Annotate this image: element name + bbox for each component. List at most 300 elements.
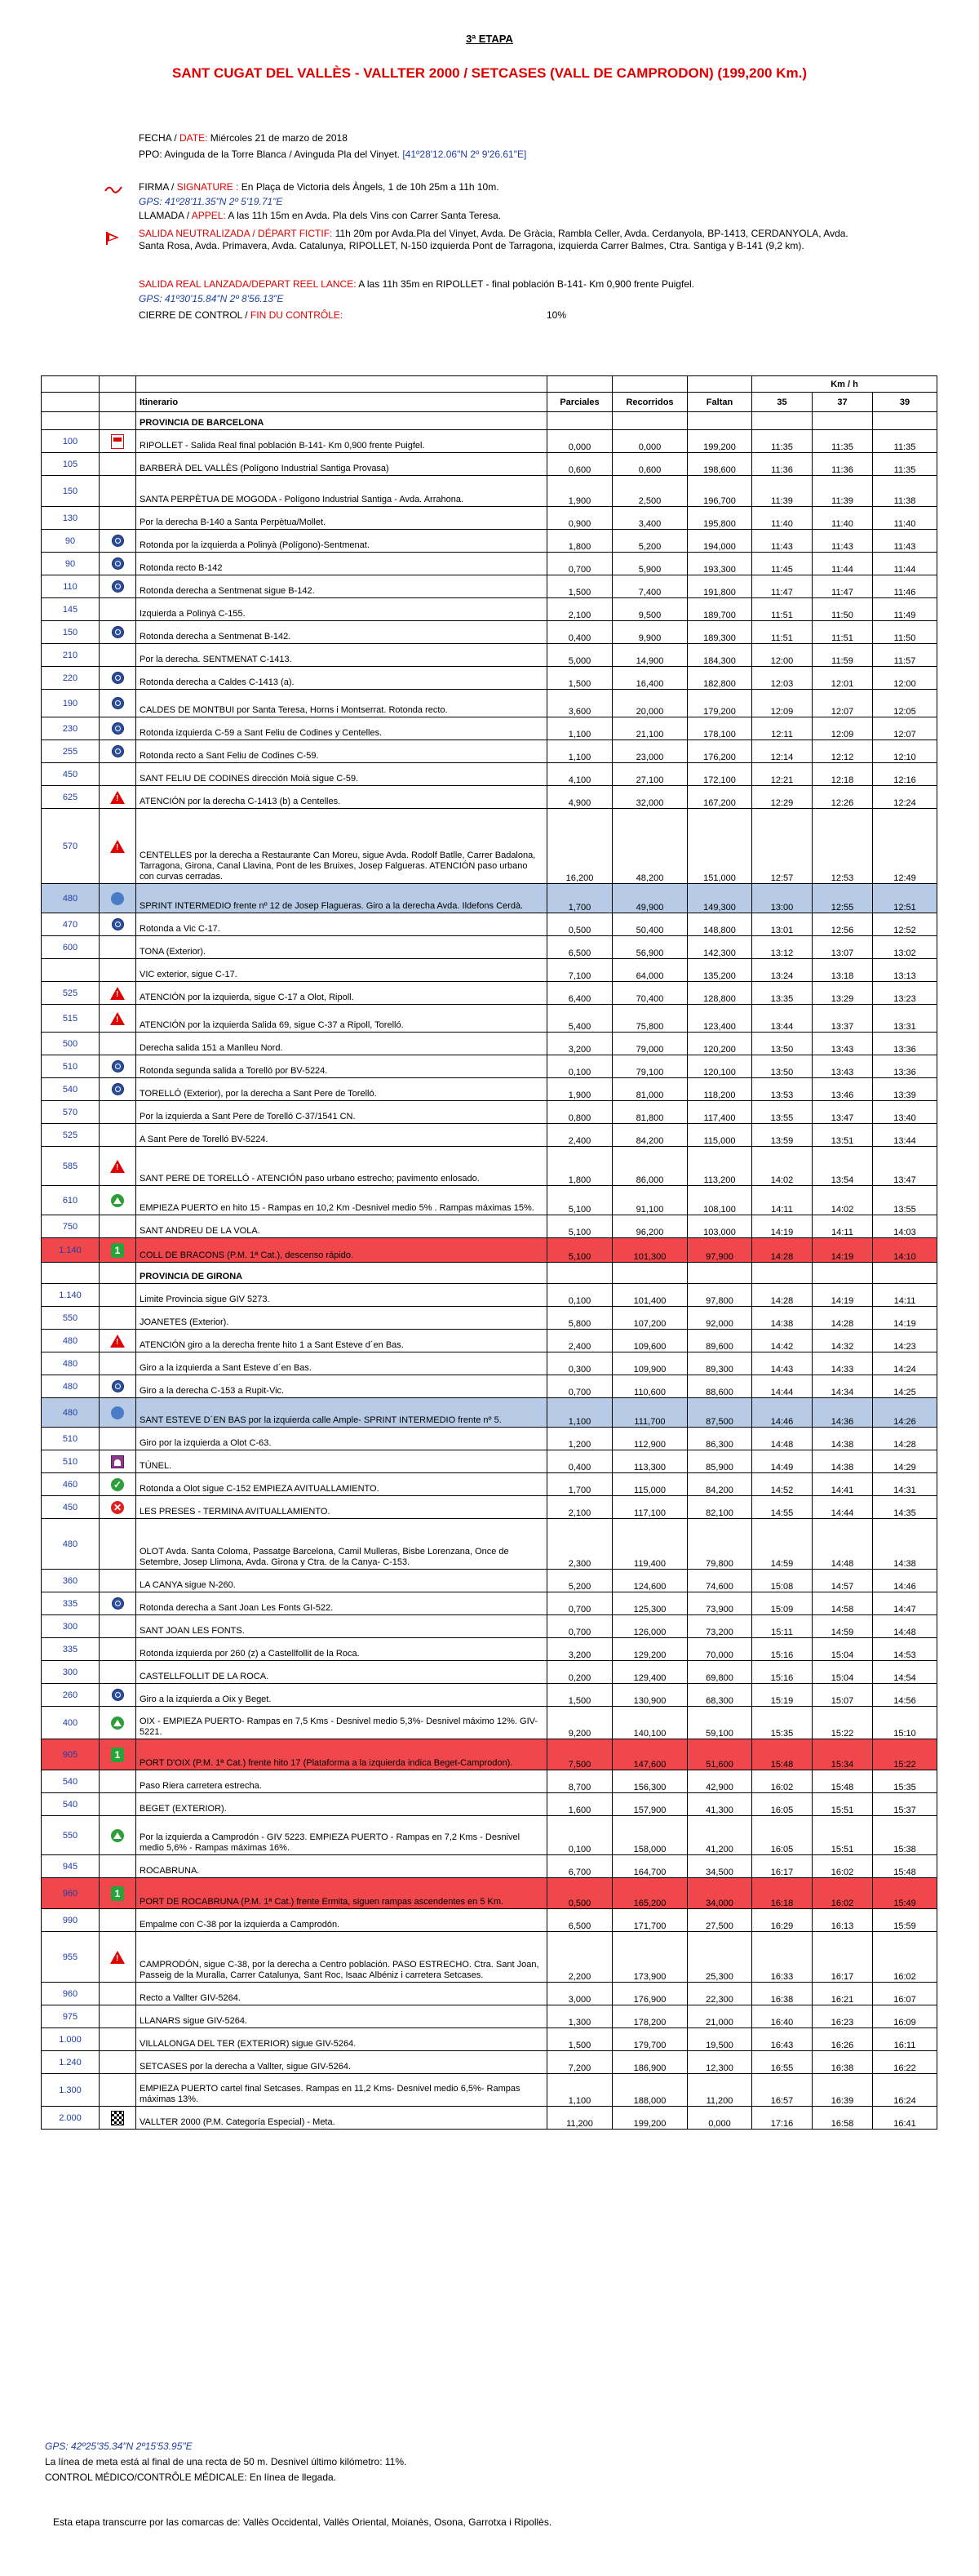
partial-cell: 2,400 [547,1330,613,1352]
roundabout-icon [112,580,124,593]
remaining-cell: 113,200 [688,1147,752,1186]
partial-cell: 7,100 [547,959,613,982]
date-label: FECHA / [139,132,180,144]
time-37-cell: 14:33 [813,1352,873,1375]
time-37-cell: 16:02 [813,1878,873,1909]
time-37-cell: 13:07 [813,936,873,959]
table-row [42,1186,937,1215]
covered-cell: 178,200 [613,2005,688,2028]
time-35-cell: 14:48 [752,1428,813,1450]
itinerary-cell: TONA (Exterior). [136,936,547,959]
remaining-cell: 11,200 [688,2074,752,2107]
partial-cell: 1,100 [547,1398,613,1428]
partial-cell: 2,200 [547,1932,613,1983]
covered-cell: 173,900 [613,1932,688,1983]
icon-cell [100,1615,136,1638]
partial-cell: 0,800 [547,1101,613,1124]
time-37-cell: 16:21 [813,1983,873,2005]
time-35-cell: 16:02 [752,1770,813,1793]
table-row [42,690,937,717]
altitude-cell: 905 [42,1739,100,1770]
itinerary-cell: Rotonda recto B-142 [136,553,547,575]
remaining-cell: 198,600 [688,453,752,476]
real-start-value: A las 11h 35m en RIPOLLET - final población B-141- Km 0,900 frente Puigfel. [356,278,695,290]
altitude-cell: 360 [42,1570,100,1592]
time-39-cell: 14:56 [873,1684,937,1707]
itinerary-cell: ATENCIÓN giro a la derecha frente hito 1 a Sant Esteve d´en Bas. [136,1330,547,1352]
covered-cell: 125,300 [613,1592,688,1615]
table-header-row-1 [42,376,937,393]
covered-cell: 130,900 [613,1684,688,1707]
feed-zone-end-icon: ✕ [111,1501,124,1514]
icon-cell [100,1739,136,1770]
covered-cell: 81,800 [613,1101,688,1124]
altitude-cell: 550 [42,1816,100,1855]
altitude-cell: 480 [42,1519,100,1570]
altitude-cell: 300 [42,1661,100,1684]
partial-cell: 0,200 [547,1661,613,1684]
control-close-value: 10% [547,309,567,321]
table-row [42,1707,937,1739]
icon-cell [100,1055,136,1078]
time-35-cell: 16:05 [752,1816,813,1855]
covered-cell: 0,000 [613,430,688,453]
covered-cell: 86,000 [613,1147,688,1186]
time-39-cell: 16:41 [873,2107,937,2130]
itinerary-cell: Rotonda izquierda por 260 (z) a Castellfollit de la Roca. [136,1638,547,1661]
covered-cell: 165,200 [613,1878,688,1909]
ppo-text: PPO: Avinguda de la Torre Blanca / Avinguda Pla del Vinyet. [139,149,400,160]
covered-cell: 129,200 [613,1638,688,1661]
remaining-cell: 21,000 [688,2005,752,2028]
table-row [42,809,937,884]
header-speed-35: 35 [752,393,813,412]
time-37-cell: 14:36 [813,1398,873,1428]
covered-cell: 20,000 [613,690,688,717]
firma-value: En Plaça de Victoria dels Àngels, 1 de 10h 25m a 11h 10m. [238,181,499,193]
time-37-cell: 16:26 [813,2028,873,2051]
table-row [42,1330,937,1352]
itinerary-cell: Rotonda derecha a Sant Joan Les Fonts GI-522. [136,1592,547,1615]
time-35-cell: 14:59 [752,1519,813,1570]
altitude-cell: 190 [42,690,100,717]
icon-cell [100,2051,136,2074]
neutral-start-label: SALIDA NEUTRALIZADA / DÉPART FICTIF: [139,228,333,239]
partial-cell: 1,500 [547,2028,613,2051]
itinerary-cell: BARBERÀ DEL VALLÈS (Polígono Industrial Santiga Provasa) [136,453,547,476]
itinerary-cell: Rotonda derecha a Sentmenat B-142. [136,621,547,644]
table-row [42,1238,937,1263]
climb-start-icon [111,1829,124,1842]
time-35-cell: 12:21 [752,763,813,786]
covered-cell: 115,000 [613,1473,688,1496]
itinerary-cell: Giro a la derecha C-153 a Rupit-Vic. [136,1375,547,1398]
covered-cell: 171,700 [613,1909,688,1932]
table-row [42,430,937,453]
altitude-cell: 110 [42,575,100,598]
time-35-cell: 16:33 [752,1932,813,1983]
table-row [42,1284,937,1307]
icon-cell [100,1215,136,1238]
table-row [42,1592,937,1615]
table-row [42,1932,937,1983]
time-35-cell: 16:29 [752,1909,813,1932]
roundabout-icon [112,697,124,709]
time-39-cell: 14:29 [873,1450,937,1473]
covered-cell: 84,200 [613,1124,688,1147]
altitude-cell: 335 [42,1638,100,1661]
time-37-cell: 16:23 [813,2005,873,2028]
regions-note: Esta etapa transcurre por las comarcas de: Vallès Occidental, Vallès Oriental, Moianès, Osona, Garrotxa i Ripollès. [53,2516,552,2528]
roundabout-icon [112,1380,124,1392]
altitude-cell: 335 [42,1592,100,1615]
itinerary-cell: RIPOLLET - Salida Real final población B-141- Km 0,900 frente Puigfel. [136,430,547,453]
header-remaining: Faltan [688,393,752,412]
date-line [139,132,348,144]
table-row [42,1473,937,1496]
time-39-cell: 13:47 [873,1147,937,1186]
table-row [42,453,937,476]
itinerary-cell: Limite Provincia sigue GIV 5273. [136,1284,547,1307]
covered-cell: 199,200 [613,2107,688,2130]
altitude-cell: 100 [42,430,100,453]
altitude-cell: 300 [42,1615,100,1638]
time-35-cell: 14:28 [752,1284,813,1307]
itinerary-cell: OIX - EMPIEZA PUERTO- Rampas en 7,5 Kms - Desnivel medio 5,3%- Desnivel máximo 12%. GIV-5221. [136,1707,547,1739]
time-37-cell: 11:44 [813,553,873,575]
icon-cell [100,453,136,476]
time-39-cell: 15:38 [873,1816,937,1855]
table-row [42,2028,937,2051]
time-37-cell: 11:47 [813,575,873,598]
altitude-cell: 130 [42,507,100,530]
time-35-cell: 12:00 [752,644,813,667]
partial-cell: 6,400 [547,982,613,1005]
remaining-cell: 68,300 [688,1684,752,1707]
signature-label: SIGNATURE : [176,181,239,193]
covered-cell: 101,400 [613,1284,688,1307]
time-37-cell: 14:48 [813,1519,873,1570]
icon-cell [100,913,136,936]
icon-cell [100,1005,136,1033]
signature-gps: GPS: 41º28'11.35"N 2º 5'19.71"E [139,196,283,207]
tunnel-icon [111,1455,124,1468]
icon-cell [100,1878,136,1909]
time-37-cell: 15:51 [813,1816,873,1855]
remaining-cell: 42,900 [688,1770,752,1793]
altitude-cell: 90 [42,530,100,553]
altitude-cell: 750 [42,1215,100,1238]
partial-cell: 1,500 [547,575,613,598]
icon-cell [100,476,136,507]
altitude-cell: 1.240 [42,2051,100,2074]
time-39-cell: 13:39 [873,1078,937,1101]
time-39-cell: 14:10 [873,1238,937,1263]
itinerary-cell: EMPIEZA PUERTO en hito 15 - Rampas en 10,2 Km -Desnivel medio 5% . Rampas máximas 15%. [136,1186,547,1215]
partial-cell: 5,800 [547,1307,613,1330]
itinerary-cell: VILLALONGA DEL TER (EXTERIOR) sigue GIV-5264. [136,2028,547,2051]
roundabout-icon [112,1689,124,1701]
time-35-cell: 13:24 [752,959,813,982]
altitude-cell: 510 [42,1055,100,1078]
time-39-cell: 14:46 [873,1570,937,1592]
time-35-cell: 14:38 [752,1307,813,1330]
altitude-cell: 570 [42,1101,100,1124]
itinerary-cell: BEGET (EXTERIOR). [136,1793,547,1816]
time-37-cell: 16:02 [813,1855,873,1878]
itinerary-cell: VALLTER 2000 (P.M. Categoría Especial) - Meta. [136,2107,547,2130]
table-header-row-2 [42,393,937,412]
time-35-cell: 13:59 [752,1124,813,1147]
altitude-cell [42,1263,100,1284]
covered-cell: 0,600 [613,453,688,476]
covered-cell [613,1263,688,1284]
remaining-cell: 172,100 [688,763,752,786]
time-35-cell: 12:09 [752,690,813,717]
partial-cell: 1,500 [547,667,613,690]
itinerary-cell: Rotonda a Vic C-17. [136,913,547,936]
remaining-cell: 89,600 [688,1330,752,1352]
table-row [42,1398,937,1428]
finish-flag-icon [111,2111,124,2125]
time-35-cell: 15:48 [752,1739,813,1770]
altitude-cell: 480 [42,1375,100,1398]
time-39-cell: 13:36 [873,1033,937,1055]
time-35-cell: 14:44 [752,1375,813,1398]
itinerary-cell: LLANARS sigue GIV-5264. [136,2005,547,2028]
roundabout-icon [112,1083,124,1095]
covered-cell: 5,900 [613,553,688,575]
table-row [42,1909,937,1932]
time-35-cell: 11:35 [752,430,813,453]
remaining-cell: 115,000 [688,1124,752,1147]
time-35-cell: 14:46 [752,1398,813,1428]
altitude-cell: 90 [42,553,100,575]
time-39-cell: 15:22 [873,1739,937,1770]
partial-cell: 1,600 [547,1793,613,1816]
time-35-cell: 11:43 [752,530,813,553]
covered-cell: 158,000 [613,1816,688,1855]
remaining-cell: 12,300 [688,2051,752,2074]
time-39-cell: 16:22 [873,2051,937,2074]
altitude-cell: 610 [42,1186,100,1215]
altitude-cell: 1.140 [42,1238,100,1263]
covered-cell: 107,200 [613,1307,688,1330]
time-37-cell: 12:01 [813,667,873,690]
partial-cell: 0,100 [547,1055,613,1078]
altitude-cell: 960 [42,1878,100,1909]
header-partial: Parciales [547,393,613,412]
time-39-cell: 11:46 [873,575,937,598]
warning-icon [110,1335,125,1348]
table-row [42,1101,937,1124]
time-37-cell: 15:04 [813,1638,873,1661]
icon-cell [100,667,136,690]
time-37-cell: 12:18 [813,763,873,786]
icon-cell [100,1592,136,1615]
icon-cell [100,809,136,884]
mountain-pass-icon: 1 [111,1748,124,1762]
warning-icon [110,1012,125,1025]
time-35-cell: 15:16 [752,1661,813,1684]
itinerary-cell: SANT ESTEVE D´EN BAS por la izquierda calle Ample- SPRINT INTERMEDIO frente nº 5. [136,1398,547,1428]
time-37-cell: 14:59 [813,1615,873,1638]
altitude-cell: 460 [42,1473,100,1496]
time-37-cell: 14:02 [813,1186,873,1215]
partial-cell: 0,900 [547,507,613,530]
remaining-cell: 41,200 [688,1816,752,1855]
remaining-cell [688,412,752,430]
time-35-cell: 14:02 [752,1147,813,1186]
covered-cell: 101,300 [613,1238,688,1263]
remaining-cell: 86,300 [688,1428,752,1450]
remaining-cell: 167,200 [688,786,752,809]
time-37-cell: 14:19 [813,1238,873,1263]
time-37-cell: 12:56 [813,913,873,936]
time-39-cell: 11:49 [873,598,937,621]
covered-cell: 96,200 [613,1215,688,1238]
partial-cell: 6,700 [547,1855,613,1878]
icon-cell [100,884,136,913]
time-37-cell: 14:34 [813,1375,873,1398]
altitude-cell: 540 [42,1770,100,1793]
time-39-cell: 16:02 [873,1932,937,1983]
icon-cell [100,1473,136,1496]
remaining-cell: 70,000 [688,1638,752,1661]
feed-zone-start-icon: ✓ [111,1478,124,1491]
real-start-line [139,278,873,291]
roundabout-icon [112,672,124,684]
finish-gps: GPS: 42º25'35.34"N 2º15'53.95"E [45,2441,193,2452]
covered-cell: 75,800 [613,1005,688,1033]
remaining-cell: 0,000 [688,2107,752,2130]
roundabout-icon [112,722,124,735]
icon-cell [100,1909,136,1932]
partial-cell: 8,700 [547,1770,613,1793]
time-37-cell: 13:18 [813,959,873,982]
time-35-cell: 15:08 [752,1570,813,1592]
time-37-cell: 11:43 [813,530,873,553]
icon-cell [100,1186,136,1215]
time-39-cell: 12:10 [873,740,937,763]
altitude-cell: 145 [42,598,100,621]
partial-cell: 0,500 [547,913,613,936]
icon-cell [100,1398,136,1428]
icon-cell [100,1519,136,1570]
covered-cell: 119,400 [613,1519,688,1570]
time-37-cell: 13:47 [813,1101,873,1124]
time-37-cell: 13:43 [813,1033,873,1055]
time-39-cell: 14:11 [873,1284,937,1307]
table-row [42,598,937,621]
itinerary-cell: Giro a la izquierda a Oix y Beget. [136,1684,547,1707]
time-39-cell: 15:37 [873,1793,937,1816]
covered-cell: 109,900 [613,1352,688,1375]
time-35-cell: 13:44 [752,1005,813,1033]
time-37-cell: 14:11 [813,1215,873,1238]
covered-cell: 49,900 [613,884,688,913]
remaining-cell: 196,700 [688,476,752,507]
partial-cell: 2,400 [547,1124,613,1147]
covered-cell: 126,000 [613,1615,688,1638]
warning-icon [110,840,125,853]
time-35-cell: 14:42 [752,1330,813,1352]
time-35-cell: 14:52 [752,1473,813,1496]
signature-icon [104,183,122,194]
icon-cell [100,2005,136,2028]
table-row [42,717,937,740]
remaining-cell: 149,300 [688,884,752,913]
time-35-cell: 11:36 [752,453,813,476]
time-37-cell: 12:07 [813,690,873,717]
remaining-cell: 199,200 [688,430,752,453]
itinerary-cell: LA CANYA sigue N-260. [136,1570,547,1592]
itinerary-cell: SANT PERE DE TORELLÓ - ATENCIÓN paso urbano estrecho; pavimento enlosado. [136,1147,547,1186]
remaining-cell: 19,500 [688,2028,752,2051]
covered-cell: 81,000 [613,1078,688,1101]
remaining-cell: 120,100 [688,1055,752,1078]
remaining-cell [688,1263,752,1284]
partial-cell: 4,100 [547,763,613,786]
partial-cell: 0,700 [547,553,613,575]
medical-control: CONTROL MÉDICO/CONTRÔLE MÉDICALE: En línea de llegada. [45,2472,336,2483]
altitude-cell [42,412,100,430]
covered-cell: 117,100 [613,1496,688,1519]
time-35-cell: 14:28 [752,1238,813,1263]
time-37-cell: 11:39 [813,476,873,507]
time-35-cell: 15:09 [752,1592,813,1615]
time-35-cell [752,412,813,430]
date-label-fr: DATE: [179,132,208,144]
roundabout-icon [112,626,124,638]
icon-cell [100,1330,136,1352]
remaining-cell: 194,000 [688,530,752,553]
time-37-cell: 14:19 [813,1284,873,1307]
altitude-cell: 550 [42,1307,100,1330]
roundabout-icon [112,1597,124,1610]
call-line [139,210,501,222]
altitude-cell: 945 [42,1855,100,1878]
itinerary-cell: EMPIEZA PUERTO cartel final Setcases. Rampas en 11,2 Kms- Desnivel medio 6,5%- Rampas máximas 13%. [136,2074,547,2107]
itinerary-cell: Giro por la izquierda a Olot C-63. [136,1428,547,1450]
altitude-cell: 570 [42,809,100,884]
time-37-cell: 11:36 [813,453,873,476]
table-row [42,1739,937,1770]
remaining-cell: 97,900 [688,1238,752,1263]
itinerary-cell: SETCASES por la derecha a Vallter, sigue GIV-5264. [136,2051,547,2074]
covered-cell: 91,100 [613,1186,688,1215]
remaining-cell: 51,600 [688,1739,752,1770]
time-35-cell [752,1263,813,1284]
time-37-cell: 14:38 [813,1450,873,1473]
altitude-cell: 2.000 [42,2107,100,2130]
time-39-cell: 11:44 [873,553,937,575]
partial-cell: 1,900 [547,1078,613,1101]
remaining-cell: 179,200 [688,690,752,717]
covered-cell: 79,100 [613,1055,688,1078]
remaining-cell: 118,200 [688,1078,752,1101]
control-close-line [139,309,596,322]
remaining-cell: 176,200 [688,740,752,763]
itinerary-cell: PROVINCIA DE BARCELONA [136,412,547,430]
time-37-cell: 13:46 [813,1078,873,1101]
altitude-cell: 470 [42,913,100,936]
partial-cell: 0,700 [547,1615,613,1638]
covered-cell: 32,000 [613,786,688,809]
partial-cell [547,412,613,430]
time-39-cell [873,1263,937,1284]
itinerary-cell: SPRINT INTERMEDIO frente nº 12 de Josep Flagueras. Giro a la derecha Avda. Ildefons Cerdà. [136,884,547,913]
